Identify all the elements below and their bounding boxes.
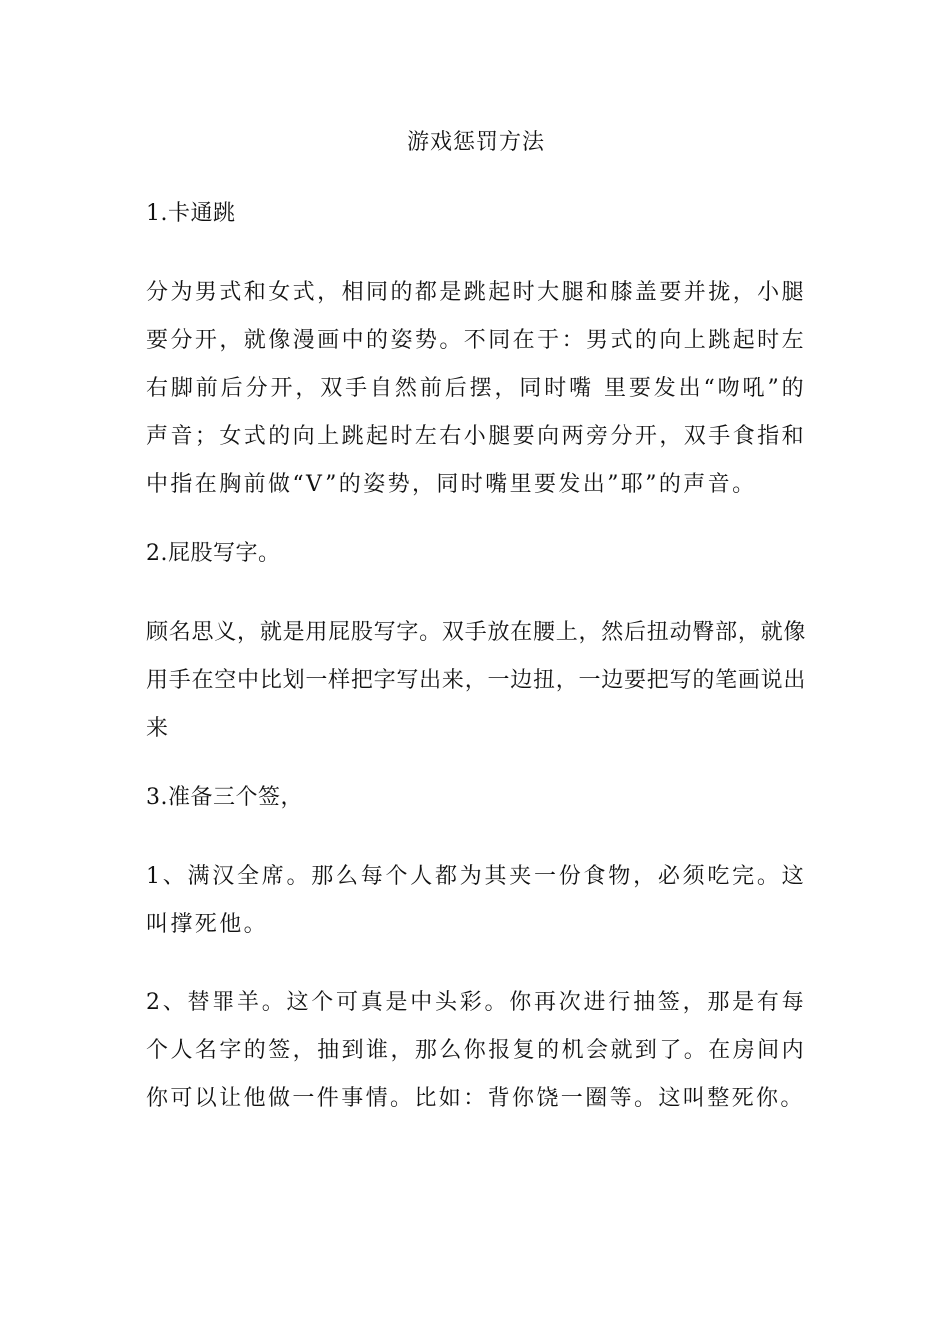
section-heading-three-lots: 3.准备三个签，	[146, 785, 303, 810]
section-heading-butt-writing: 2.屁股写字。	[146, 541, 281, 566]
paragraph-lot-one: 1、满汉全席。那么每个人都为其夹一份食物，必须吃完。这叫撑死他。	[146, 864, 806, 937]
paragraph-butt-writing: 顾名思义，就是用屁股写字。双手放在腰上，然后扭动臀部，就像用手在空中比划一样把字写出来，一边扭，一边要把写的笔画说出来	[146, 620, 806, 741]
page-title: 游戏惩罚方法	[406, 130, 545, 155]
paragraph-cartoon-jump: 分为男式和女式，相同的都是跳起时大腿和膝盖要并拢，小腿要分开，就像漫画中的姿势。不同在于：男式的向上跳起时左右脚前后分开，双手自然前后摆，同时嘴 里要发出“吻吼”的声音；女式的向上跳起时左右小腿要向两旁分开，双手食指和中指在胸前做“V”的姿势，同时嘴里要发出”耶”的声音。	[146, 280, 806, 497]
paragraph-lot-two: 2、替罪羊。这个可真是中头彩。你再次进行抽签，那是有每个人名字的签，抽到谁，那么你报复的机会就到了。在房间内你可以让他做一件事情。比如：背你饶一圈等。这叫整死你。	[146, 990, 806, 1111]
section-heading-cartoon-jump: 1.卡通跳	[146, 201, 236, 226]
